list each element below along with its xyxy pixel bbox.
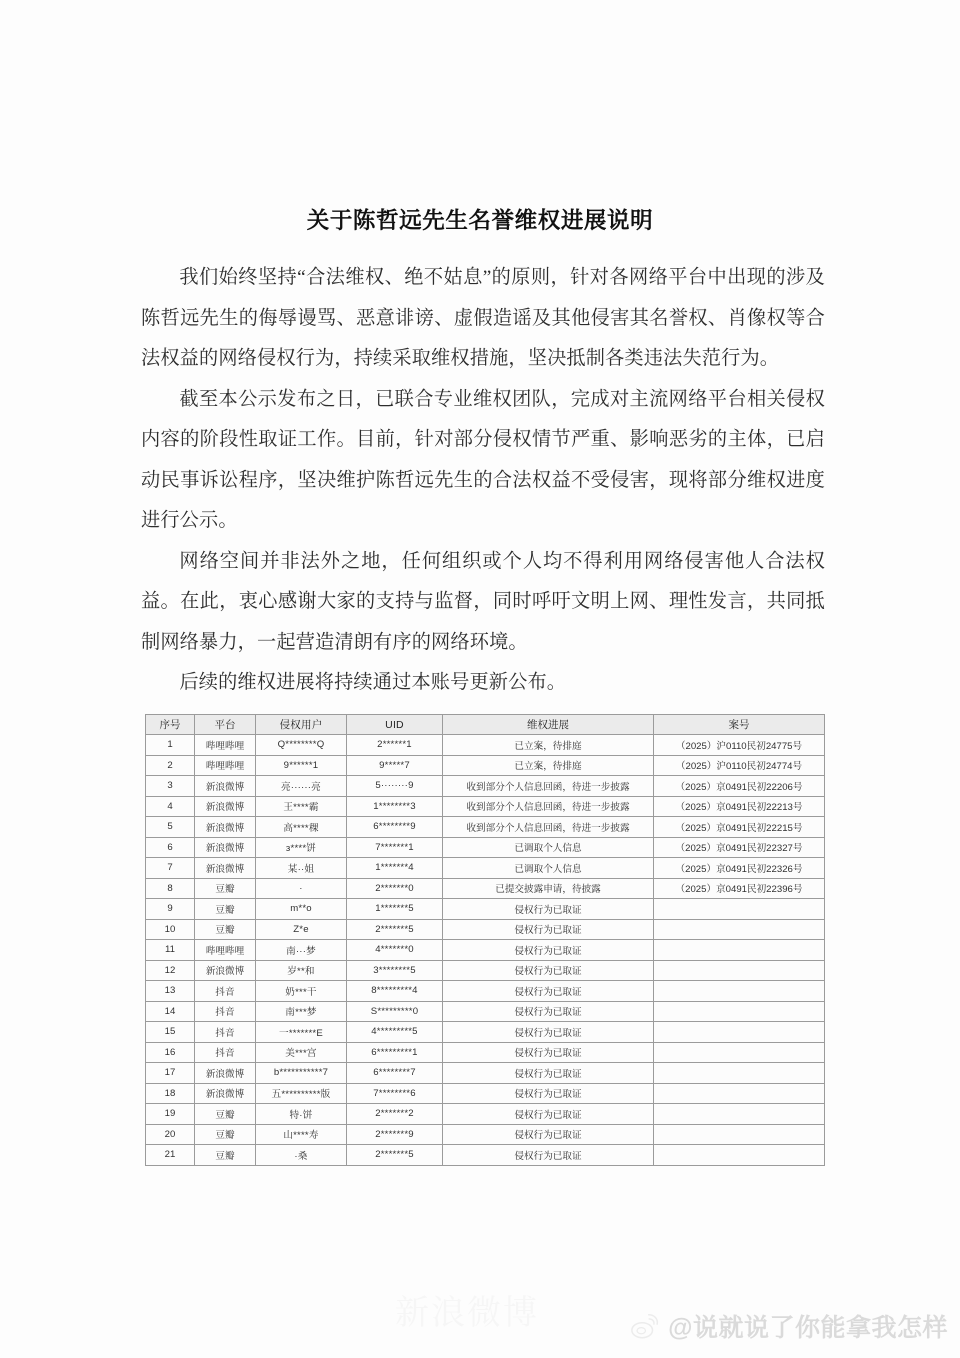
cell-user: 南***梦	[256, 1001, 347, 1022]
table-row	[146, 981, 825, 1002]
cell-uid: 7*******1	[347, 837, 443, 858]
column-header-user: 侵权用户	[256, 715, 347, 735]
cell-platform: 新浪微博	[195, 796, 256, 817]
cell-user: 某··姐	[256, 858, 347, 879]
cell-user: 奶***干	[256, 981, 347, 1002]
cell-platform: 新浪微博	[195, 1063, 256, 1084]
cell-user: Q********Q	[256, 735, 347, 756]
cell-progress: 收到部分个人信息回函，待进一步披露	[443, 817, 654, 838]
table-row	[146, 1063, 825, 1084]
cell-platform: 新浪微博	[195, 837, 256, 858]
cell-user: 一*******E	[256, 1022, 347, 1043]
cell-index: 2	[146, 755, 195, 776]
cell-index: 7	[146, 858, 195, 879]
table-row	[146, 837, 825, 858]
cell-progress: 侵权行为已取证	[443, 1063, 654, 1084]
cell-user: 高****稞	[256, 817, 347, 838]
cell-casenum	[654, 981, 825, 1002]
cell-user: з****饼	[256, 837, 347, 858]
infringement-table	[145, 714, 825, 1166]
center-watermark: 新浪微博	[395, 1294, 539, 1332]
cell-index: 6	[146, 837, 195, 858]
cell-uid: S*********0	[347, 1001, 443, 1022]
cell-index: 9	[146, 899, 195, 920]
table-row	[146, 919, 825, 940]
column-header-platform: 平台	[195, 715, 256, 735]
cell-index: 4	[146, 796, 195, 817]
cell-index: 8	[146, 878, 195, 899]
table-row	[146, 1104, 825, 1125]
cell-index: 18	[146, 1083, 195, 1104]
table-body	[146, 735, 825, 1166]
document-body	[141, 258, 825, 704]
paragraph-2: 截至本公示发布之日，已联合专业维权团队，完成对主流网络平台相关侵权内容的阶段性取证工作。目前，针对部分侵权情节严重、影响恶劣的主体，已启动民事诉讼程序，坚决维护陈哲远先生的合法权益不受侵害，现将部分维权进度进行公示。	[141, 388, 825, 531]
cell-casenum	[654, 960, 825, 981]
cell-progress: 收到部分个人信息回函，待进一步披露	[443, 776, 654, 797]
cell-progress: 侵权行为已取证	[443, 1042, 654, 1063]
cell-progress: 收到部分个人信息回函，待进一步披露	[443, 796, 654, 817]
page-title: 关于陈哲远先生名誉维权进展说明	[306, 208, 654, 233]
weibo-watermark	[630, 1308, 948, 1344]
cell-progress: 侵权行为已取证	[443, 981, 654, 1002]
cell-casenum	[654, 1145, 825, 1166]
cell-index: 11	[146, 940, 195, 961]
table-header	[146, 715, 825, 735]
cell-progress: 侵权行为已取证	[443, 940, 654, 961]
table-row	[146, 960, 825, 981]
cell-uid: 1*******5	[347, 899, 443, 920]
cell-casenum: （2025）京0491民初22213号	[654, 796, 825, 817]
cell-platform: 新浪微博	[195, 817, 256, 838]
cell-uid: 1********3	[347, 796, 443, 817]
cell-platform: 抖音	[195, 981, 256, 1002]
cell-uid: 6*********1	[347, 1042, 443, 1063]
cell-platform: 新浪微博	[195, 858, 256, 879]
cell-user: m**o	[256, 899, 347, 920]
cell-platform: 抖音	[195, 1001, 256, 1022]
cell-casenum	[654, 1001, 825, 1022]
cell-uid: 4*********5	[347, 1022, 443, 1043]
cell-user: ·	[256, 878, 347, 899]
cell-platform: 哔哩哔哩	[195, 940, 256, 961]
cell-progress: 侵权行为已取证	[443, 1145, 654, 1166]
cell-index: 12	[146, 960, 195, 981]
table-row	[146, 796, 825, 817]
table-header-row	[146, 715, 825, 735]
cell-progress: 侵权行为已取证	[443, 1104, 654, 1125]
cell-casenum	[654, 1104, 825, 1125]
cell-index: 16	[146, 1042, 195, 1063]
paragraph-4: 后续的维权进展将持续通过本账号更新公布。	[179, 672, 567, 693]
cell-casenum	[654, 1083, 825, 1104]
table-row	[146, 940, 825, 961]
cell-casenum	[654, 1124, 825, 1145]
cell-casenum	[654, 919, 825, 940]
table-row	[146, 755, 825, 776]
table-row	[146, 1145, 825, 1166]
cell-index: 21	[146, 1145, 195, 1166]
cell-uid: 4*******0	[347, 940, 443, 961]
table-row	[146, 878, 825, 899]
weibo-handle: @说就说了你能拿我怎样	[668, 1314, 948, 1342]
cell-platform: 抖音	[195, 1042, 256, 1063]
cell-platform: 豆瓣	[195, 899, 256, 920]
cell-uid: 8*********4	[347, 981, 443, 1002]
cell-user: ·桑	[256, 1145, 347, 1166]
table-row	[146, 776, 825, 797]
table-row	[146, 899, 825, 920]
cell-uid: 2*******2	[347, 1104, 443, 1125]
paragraph-1: 我们始终坚持“合法维权、绝不姑息”的原则，针对各网络平台中出现的涉及陈哲远先生的侮辱谩骂、恶意诽谤、虚假造谣及其他侵害其名誉权、肖像权等合法权益的网络侵权行为，持续采取维权措施，坚决抵制各类违法失范行为。	[141, 267, 825, 369]
cell-casenum: （2025）沪0110民初24775号	[654, 735, 825, 756]
cell-progress: 已提交披露申请，待披露	[443, 878, 654, 899]
cell-user: 岁**和	[256, 960, 347, 981]
table-row	[146, 1022, 825, 1043]
cell-uid: 2*******0	[347, 878, 443, 899]
cell-platform: 豆瓣	[195, 1145, 256, 1166]
cell-uid: 2*******9	[347, 1124, 443, 1145]
cell-index: 1	[146, 735, 195, 756]
column-header-casenum: 案号	[654, 715, 825, 735]
cell-casenum	[654, 1022, 825, 1043]
column-header-uid: UID	[347, 715, 443, 735]
cell-casenum: （2025）京0491民初22327号	[654, 837, 825, 858]
cell-user: b***********7	[256, 1063, 347, 1084]
cell-user: 王****霸	[256, 796, 347, 817]
table-row	[146, 1042, 825, 1063]
cell-casenum	[654, 1042, 825, 1063]
cell-progress: 侵权行为已取证	[443, 1001, 654, 1022]
cell-user: 山****寿	[256, 1124, 347, 1145]
cell-index: 3	[146, 776, 195, 797]
cell-user: 南···梦	[256, 940, 347, 961]
cell-uid: 5········9	[347, 776, 443, 797]
weibo-logo-icon	[630, 1311, 660, 1341]
table-row	[146, 1001, 825, 1022]
cell-casenum: （2025）京0491民初22206号	[654, 776, 825, 797]
cell-uid: 6********7	[347, 1063, 443, 1084]
table-row	[146, 1083, 825, 1104]
table-row	[146, 735, 825, 756]
cell-casenum	[654, 1063, 825, 1084]
cell-index: 5	[146, 817, 195, 838]
cell-platform: 新浪微博	[195, 1083, 256, 1104]
column-header-progress: 维权进展	[443, 715, 654, 735]
cell-progress: 侵权行为已取证	[443, 919, 654, 940]
cell-user: 美***宫	[256, 1042, 347, 1063]
table-row	[146, 1124, 825, 1145]
cell-progress: 侵权行为已取证	[443, 1022, 654, 1043]
cell-index: 10	[146, 919, 195, 940]
cell-platform: 豆瓣	[195, 1104, 256, 1125]
cell-user: 亮······亮	[256, 776, 347, 797]
column-header-index: 序号	[146, 715, 195, 735]
cell-platform: 新浪微博	[195, 776, 256, 797]
infringement-table-container	[145, 714, 818, 1166]
cell-index: 14	[146, 1001, 195, 1022]
cell-platform: 抖音	[195, 1022, 256, 1043]
cell-progress: 侵权行为已取证	[443, 1124, 654, 1145]
cell-casenum: （2025）京0491民初22326号	[654, 858, 825, 879]
table-row	[146, 858, 825, 879]
cell-platform: 哔哩哔哩	[195, 735, 256, 756]
cell-casenum: （2025）京0491民初22215号	[654, 817, 825, 838]
cell-platform: 豆瓣	[195, 919, 256, 940]
cell-casenum	[654, 940, 825, 961]
cell-index: 20	[146, 1124, 195, 1145]
table-row	[146, 817, 825, 838]
cell-index: 15	[146, 1022, 195, 1043]
cell-index: 13	[146, 981, 195, 1002]
cell-uid: 7********6	[347, 1083, 443, 1104]
cell-user: 特·饼	[256, 1104, 347, 1125]
cell-platform: 哔哩哔哩	[195, 755, 256, 776]
cell-user: 五**********版	[256, 1083, 347, 1104]
paragraph-3: 网络空间并非法外之地，任何组织或个人均不得利用网络侵害他人合法权益。在此，衷心感谢大家的支持与监督，同时呼吁文明上网、理性发言，共同抵制网络暴力，一起营造清朗有序的网络环境。	[141, 550, 825, 653]
cell-progress: 已调取个人信息	[443, 858, 654, 879]
cell-casenum: （2025）沪0110民初24774号	[654, 755, 825, 776]
cell-uid: 2******1	[347, 735, 443, 756]
cell-uid: 1*******4	[347, 858, 443, 879]
cell-index: 17	[146, 1063, 195, 1084]
cell-progress: 侵权行为已取证	[443, 1083, 654, 1104]
cell-progress: 已立案，待排庭	[443, 735, 654, 756]
cell-uid: 9*****7	[347, 755, 443, 776]
cell-platform: 新浪微博	[195, 960, 256, 981]
cell-progress: 已立案，待排庭	[443, 755, 654, 776]
cell-progress: 已调取个人信息	[443, 837, 654, 858]
cell-uid: 2*******5	[347, 1145, 443, 1166]
cell-platform: 豆瓣	[195, 878, 256, 899]
cell-uid: 6********9	[347, 817, 443, 838]
cell-casenum	[654, 899, 825, 920]
cell-index: 19	[146, 1104, 195, 1125]
cell-user: 9******1	[256, 755, 347, 776]
cell-platform: 豆瓣	[195, 1124, 256, 1145]
cell-progress: 侵权行为已取证	[443, 960, 654, 981]
cell-casenum: （2025）京0491民初22396号	[654, 878, 825, 899]
cell-user: Z*e	[256, 919, 347, 940]
cell-uid: 2*******5	[347, 919, 443, 940]
cell-uid: 3********5	[347, 960, 443, 981]
cell-progress: 侵权行为已取证	[443, 899, 654, 920]
